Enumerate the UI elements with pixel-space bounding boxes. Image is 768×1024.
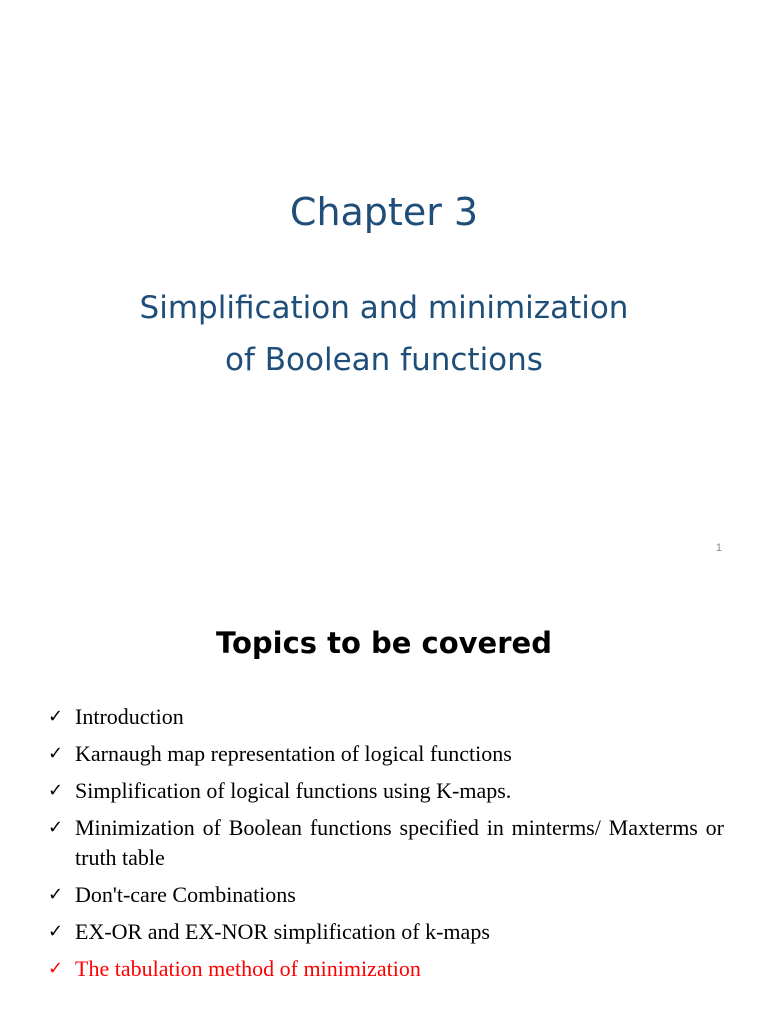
check-icon: ✓ — [48, 884, 64, 905]
check-icon: ✓ — [48, 817, 64, 838]
topic-item — [48, 702, 724, 732]
topic-item — [48, 776, 724, 806]
chapter-title: Chapter 3 — [289, 190, 479, 234]
topic-list — [48, 702, 724, 991]
check-icon: ✓ — [48, 958, 64, 979]
subtitle-line-1: Simplification and minimization — [139, 290, 629, 326]
topic-text: Don't-care Combinations — [75, 882, 296, 907]
topic-text: Simplification of logical functions using K-maps. — [75, 778, 512, 803]
slide-number: 1 — [715, 542, 722, 554]
topics-slide — [0, 576, 768, 1024]
topic-item — [48, 739, 724, 769]
topic-item — [48, 813, 724, 873]
topic-text: Karnaugh map representation of logical functions — [75, 741, 512, 766]
topic-text: The tabulation method of minimization — [75, 956, 421, 981]
topic-text: EX-OR and EX-NOR simplification of k-maps — [75, 919, 490, 944]
chapter-subtitle — [40, 282, 728, 386]
check-icon: ✓ — [48, 706, 64, 727]
topic-text: Minimization of Boolean functions specified in minterms/ Maxterms or truth table — [75, 815, 724, 870]
topic-item — [48, 917, 724, 947]
topics-heading: Topics to be covered — [216, 626, 552, 660]
check-icon: ✓ — [48, 921, 64, 942]
topic-item-highlighted — [48, 954, 724, 984]
subtitle-line-2: of Boolean functions — [225, 342, 543, 378]
check-icon: ✓ — [48, 780, 64, 801]
topic-item — [48, 880, 724, 910]
topic-text: Introduction — [75, 704, 184, 729]
check-icon: ✓ — [48, 743, 64, 764]
